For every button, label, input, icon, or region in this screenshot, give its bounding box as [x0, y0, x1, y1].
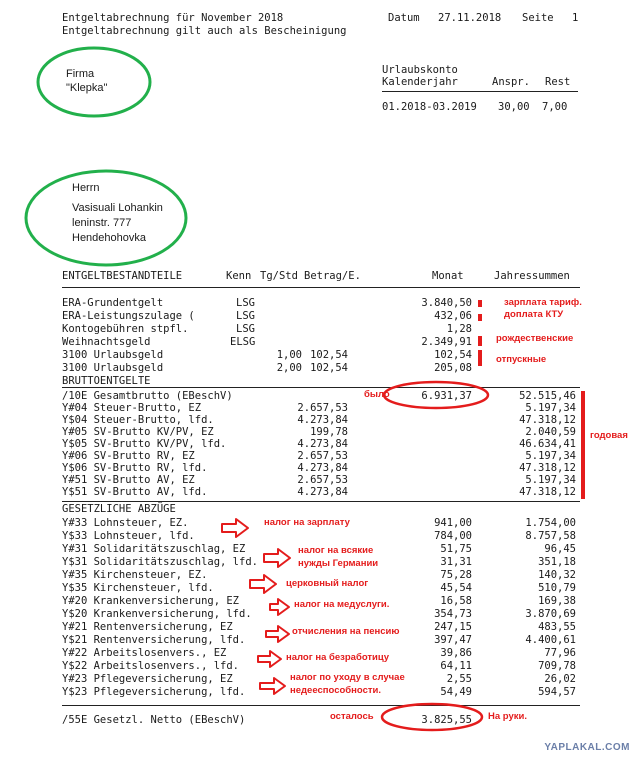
deduction-name: Y#20 Krankenversicherung, EZ [62, 595, 240, 607]
deduction-name: Y$22 Arbeitslosenvers., lfd. [62, 660, 240, 672]
deduction-monat: 31,31 [440, 556, 472, 568]
vacation-rest: 7,00 [542, 101, 568, 113]
earning-name: 3100 Urlaubsgeld [62, 349, 164, 361]
page-number: 1 [572, 12, 579, 24]
vacation-title: Urlaubskonto [382, 64, 458, 76]
earning-monat: 1,28 [446, 323, 472, 335]
earning-kenn: ELSG [230, 336, 256, 348]
vacation-col-year: Kalenderjahr [382, 76, 458, 88]
document-subtitle: Entgeltabrechnung gilt auch als Bescheinigung [62, 25, 347, 37]
brutto-name: Y$06 SV-Brutto RV, lfd. [62, 462, 208, 474]
deduction-name: Y#35 Kirchensteuer, EZ. [62, 569, 208, 581]
deduction-jahr: 709,78 [538, 660, 576, 672]
document-title: Entgeltabrechnung für November 2018 [62, 12, 284, 24]
note-health: налог на медуслуги. [294, 599, 390, 610]
deduction-monat: 247,15 [434, 621, 472, 633]
note-vacation-pay: отпускные [496, 354, 547, 365]
brutto-jahr: 47.318,12 [519, 462, 576, 474]
header-divider [62, 287, 580, 288]
deduction-jahr: 169,38 [538, 595, 576, 607]
brutto-betrag: 199,78 [310, 426, 348, 438]
deduction-name: Y#31 Solidaritätszuschlag, EZ [62, 543, 246, 555]
deduction-jahr: 77,96 [544, 647, 576, 659]
brutto-name: Y#05 SV-Brutto KV/PV, EZ [62, 426, 214, 438]
earning-monat: 2.349,91 [421, 336, 472, 348]
netto-monat: 3.825,55 [421, 714, 472, 726]
brutto-monat: 6.931,37 [421, 390, 472, 402]
brutto-name: /10E Gesamtbrutto (EBeschV) [62, 390, 233, 402]
note-church: церковный налог [286, 578, 369, 589]
deduction-jahr: 510,79 [538, 582, 576, 594]
deduction-monat: 75,28 [440, 569, 472, 581]
arrow-icon [250, 575, 276, 593]
brutto-name: Y#06 SV-Brutto RV, EZ [62, 450, 195, 462]
vacation-divider [382, 91, 578, 92]
recipient-city: Hendehohovka [72, 232, 147, 244]
recipient-name: Vasisuali Lohankin [72, 202, 163, 214]
note-care-line1: налог по уходу в случае [290, 672, 405, 683]
deduction-jahr: 3.870,69 [525, 608, 576, 620]
deduction-name: Y$20 Krankenversicherung, lfd. [62, 608, 252, 620]
deduction-jahr: 351,18 [538, 556, 576, 568]
deduction-monat: 39,86 [440, 647, 472, 659]
deduction-jahr: 1.754,00 [525, 517, 576, 529]
deduction-monat: 2,55 [446, 673, 472, 685]
brutto-betrag: 4.273,84 [297, 438, 348, 450]
earning-name: ERA-Leistungszulage ( [62, 310, 195, 322]
arrow-icon [264, 549, 290, 567]
deduction-monat: 45,54 [440, 582, 472, 594]
brutto-section-title: BRUTTOENTGELTE [62, 375, 151, 387]
earning-monat: 205,08 [434, 362, 472, 374]
date-value: 27.11.2018 [438, 12, 502, 24]
deduction-monat: 51,75 [440, 543, 472, 555]
deduction-jahr: 8.757,58 [525, 530, 576, 542]
earning-name: ERA-Grundentgelt [62, 297, 164, 309]
note-in-hand: На руки. [488, 711, 527, 722]
watermark: YAPLAKAL.COM [544, 742, 630, 753]
deduction-jahr: 26,02 [544, 673, 576, 685]
col-header-betrag: Betrag/E. [304, 270, 361, 282]
arrow-icon [266, 626, 289, 642]
brutto-betrag: 4.273,84 [297, 414, 348, 426]
note-was: было [364, 389, 390, 400]
brutto-jahr: 5.197,34 [525, 474, 576, 486]
arrow-icon [260, 678, 285, 694]
brutto-betrag: 2.657,53 [297, 450, 348, 462]
marker-bar [478, 336, 482, 346]
col-header-monat: Monat [432, 270, 464, 282]
arrow-icon [222, 519, 248, 537]
deduction-jahr: 483,55 [538, 621, 576, 633]
col-header-kenn: Kenn [226, 270, 252, 282]
brutto-name: Y$04 Steuer-Brutto, lfd. [62, 414, 214, 426]
deduction-name: Y$21 Rentenversicherung, lfd. [62, 634, 246, 646]
note-christmas: рождественские [496, 333, 574, 344]
deduction-jahr: 96,45 [544, 543, 576, 555]
date-label: Datum [388, 12, 420, 24]
brutto-name: Y$05 SV-Brutto KV/PV, lfd. [62, 438, 227, 450]
deduction-jahr: 594,57 [538, 686, 576, 698]
vacation-period: 01.2018-03.2019 [382, 101, 477, 113]
earning-monat: 102,54 [434, 349, 472, 361]
deduction-monat: 941,00 [434, 517, 472, 529]
note-base-salary: зарплата тариф. [504, 297, 582, 308]
earning-tg: 2,00 [276, 362, 302, 374]
deduction-name: Y#23 Pflegeversicherung, EZ [62, 673, 233, 685]
recipient-salutation: Herrn [72, 182, 100, 194]
brutto-jahr: 47.318,12 [519, 486, 576, 498]
brutto-jahr: 2.040,59 [525, 426, 576, 438]
note-yearly: годовая [590, 430, 628, 441]
marker-bar [478, 300, 482, 307]
arrow-icon [270, 599, 289, 615]
col-header-tgstd: Tg/Std [260, 270, 298, 282]
brutto-betrag: 4.273,84 [297, 486, 348, 498]
deduction-name: Y#21 Rentenversicherung, EZ [62, 621, 233, 633]
deduction-monat: 54,49 [440, 686, 472, 698]
company-name: "Klepka" [66, 82, 108, 94]
yearly-bracket [581, 391, 585, 499]
note-solidarity-line1: налог на всякие [298, 545, 374, 556]
brutto-jahr: 46.634,41 [519, 438, 576, 450]
deduction-monat: 354,73 [434, 608, 472, 620]
brutto-jahr: 5.197,34 [525, 402, 576, 414]
netto-name: /55E Gesetzl. Netto (EBeschV) [62, 714, 246, 726]
brutto-name: Y#51 SV-Brutto AV, EZ [62, 474, 195, 486]
deduction-jahr: 4.400,61 [525, 634, 576, 646]
note-pension: отчисления на пенсию [292, 626, 400, 637]
note-care-line2: недееспособности. [290, 685, 381, 696]
earning-kenn: LSG [236, 323, 255, 335]
deduction-name: Y$31 Solidaritätszuschlag, lfd. [62, 556, 258, 568]
note-solidarity-line2: нужды Германии [298, 558, 379, 569]
deduction-jahr: 140,32 [538, 569, 576, 581]
brutto-jahr: 5.197,34 [525, 450, 576, 462]
vacation-entitlement: 30,00 [498, 101, 530, 113]
netto-divider [62, 705, 580, 706]
earning-name: 3100 Urlaubsgeld [62, 362, 164, 374]
deduction-monat: 64,11 [440, 660, 472, 672]
col-header-jahr: Jahressummen [494, 270, 570, 282]
deduction-name: Y#22 Arbeitslosenvers., EZ [62, 647, 227, 659]
arrow-icon [258, 651, 281, 667]
col-header-items: ENTGELTBESTANDTEILE [62, 270, 183, 282]
note-remaining: осталось [330, 711, 374, 722]
deduction-name: Y$23 Pflegeversicherung, lfd. [62, 686, 246, 698]
brutto-name: Y$51 SV-Brutto AV, lfd. [62, 486, 208, 498]
deduction-name: Y$33 Lohnsteuer, lfd. [62, 530, 195, 542]
earning-name: Weihnachtsgeld [62, 336, 151, 348]
note-income-tax: налог на зарплату [264, 517, 350, 528]
deductions-section-title: GESETZLICHE ABZÜGE [62, 503, 176, 515]
brutto-betrag: 2.657,53 [297, 474, 348, 486]
brutto-jahr: 47.318,12 [519, 414, 576, 426]
brutto-betrag: 4.273,84 [297, 462, 348, 474]
earning-monat: 432,06 [434, 310, 472, 322]
deduction-name: Y#33 Lohnsteuer, EZ. [62, 517, 189, 529]
vacation-col-rest: Rest [545, 76, 571, 88]
brutto-name: Y#04 Steuer-Brutto, EZ [62, 402, 202, 414]
earning-betrag: 102,54 [310, 349, 348, 361]
note-unemployment: налог на безработицу [286, 652, 390, 663]
page-label: Seite [522, 12, 554, 24]
earning-betrag: 102,54 [310, 362, 348, 374]
marker-bar [478, 350, 482, 366]
brutto-divider [62, 387, 580, 388]
earning-kenn: LSG [236, 310, 255, 322]
deductions-divider [62, 501, 580, 502]
earning-kenn: LSG [236, 297, 255, 309]
brutto-jahr: 52.515,46 [519, 390, 576, 402]
deduction-monat: 16,58 [440, 595, 472, 607]
deduction-name: Y$35 Kirchensteuer, lfd. [62, 582, 214, 594]
deduction-monat: 397,47 [434, 634, 472, 646]
brutto-betrag: 2.657,53 [297, 402, 348, 414]
recipient-street: leninstr. 777 [72, 217, 132, 229]
company-label: Firma [66, 68, 95, 80]
vacation-col-entitlement: Anspr. [492, 76, 530, 88]
earning-tg: 1,00 [276, 349, 302, 361]
earning-name: Kontogebühren stpfl. [62, 323, 189, 335]
marker-bar [478, 314, 482, 321]
earning-monat: 3.840,50 [421, 297, 472, 309]
note-ktu: доплата КТУ [504, 309, 564, 320]
deduction-monat: 784,00 [434, 530, 472, 542]
